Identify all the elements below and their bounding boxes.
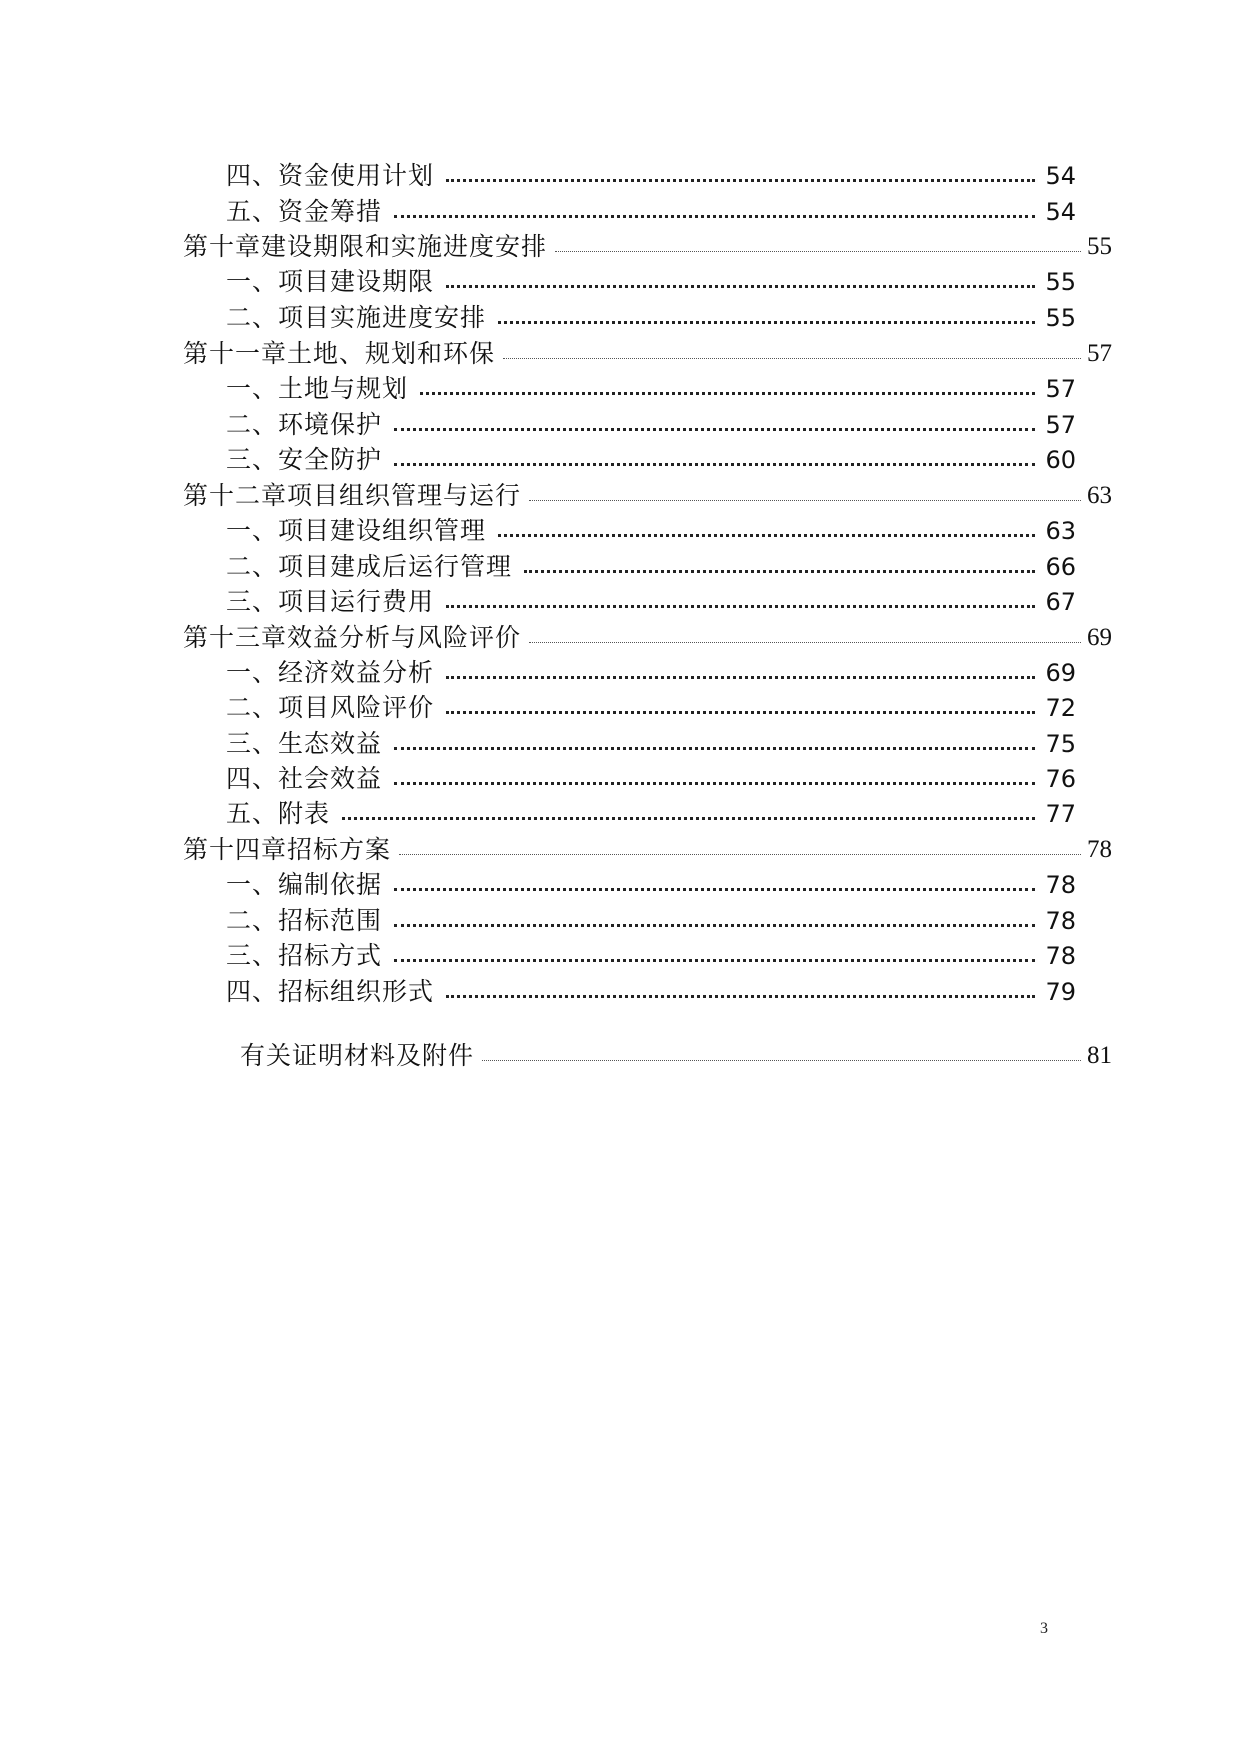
toc-entry-page-number: 54 [1045,198,1076,226]
toc-entry-label: 三、项目运行费用 [226,587,435,616]
toc-entry-page-number: 55 [1087,233,1112,260]
toc-entry-chapter [183,470,1112,508]
toc-entry-label: 一、项目建设组织管理 [226,516,487,545]
toc-entry-page-number: 57 [1045,375,1076,403]
toc-dot-leader [394,215,1035,218]
toc-entry-page-number: 54 [1045,162,1076,190]
toc-entry-section [226,576,1076,614]
toc-entry-label: 有关证明材料及附件 [240,1041,475,1070]
toc-dot-leader [394,888,1035,891]
toc-entry-section [226,718,1076,756]
toc-dot-leader [394,924,1035,927]
toc-dot-leader [394,782,1035,785]
toc-entry-page-number: 57 [1087,340,1112,367]
toc-entry-section [226,505,1076,543]
toc-entry-chapter [183,221,1112,259]
toc-entry-page-number: 78 [1045,907,1076,935]
toc-dot-leader [446,711,1035,714]
toc-entry-page-number: 77 [1045,800,1076,828]
toc-entry-label: 第十三章效益分析与风险评价 [183,623,522,652]
toc-entry-section [226,399,1076,437]
toc-entry-label: 二、项目风险评价 [226,693,435,722]
toc-dot-leader [446,676,1035,679]
toc-dot-leader [498,534,1035,537]
toc-entry-page-number: 78 [1045,942,1076,970]
toc-entry-label: 五、资金筹措 [226,197,383,226]
toc-entry-label: 五、附表 [226,799,331,828]
toc-entry-label: 二、环境保护 [226,410,383,439]
toc-dot-leader [399,854,1081,855]
toc-entry-section [226,930,1076,968]
toc-entry-section [226,647,1076,685]
toc-entry-page-number: 55 [1045,268,1076,296]
toc-dot-leader [394,959,1035,962]
page-number: 3 [1040,1620,1048,1637]
toc-dot-leader [342,817,1035,820]
toc-entry-page-number: 66 [1045,553,1076,581]
toc-entry-page-number: 60 [1045,446,1076,474]
toc-entry-section [226,859,1076,897]
toc-entry-page-number: 67 [1045,588,1076,616]
toc-entry-section [226,256,1076,294]
toc-entry-label: 二、项目建成后运行管理 [226,552,513,581]
toc-entry-page-number: 78 [1045,871,1076,899]
toc-dot-leader [446,995,1035,998]
toc-entry-label: 三、招标方式 [226,941,383,970]
toc-entry-label: 三、安全防护 [226,445,383,474]
toc-dot-leader [446,605,1035,608]
toc-dot-leader [524,570,1035,573]
toc-dot-leader [482,1060,1081,1061]
toc-entry-page-number: 81 [1087,1042,1112,1069]
toc-entry-section [226,363,1076,401]
toc-entry-section [226,753,1076,791]
toc-entry-label: 四、资金使用计划 [226,161,435,190]
toc-entry-page-number: 75 [1045,730,1076,758]
toc-dot-leader [529,500,1081,501]
toc-entry-label: 一、经济效益分析 [226,658,435,687]
toc-entry-label: 第十一章土地、规划和环保 [183,339,496,368]
toc-entry-label: 二、项目实施进度安排 [226,303,487,332]
toc-entry-section [226,895,1076,933]
toc-entry-chapter [183,328,1112,366]
toc-entry-page-number: 57 [1045,411,1076,439]
toc-entry-page-number: 63 [1045,517,1076,545]
toc-dot-leader [529,642,1081,643]
toc-dot-leader [503,358,1081,359]
toc-entry-label: 一、编制依据 [226,870,383,899]
toc-entry-label: 二、招标范围 [226,906,383,935]
toc-entry-chapter [183,824,1112,862]
toc-dot-leader [394,463,1035,466]
toc-entry-label: 一、土地与规划 [226,374,409,403]
toc-entry-section [226,682,1076,720]
toc-entry-chapter [183,612,1112,650]
toc-entry-label: 第十二章项目组织管理与运行 [183,481,522,510]
toc-entry-page-number: 63 [1087,482,1112,509]
toc-dot-leader [498,321,1035,324]
toc-entry-section [226,434,1076,472]
toc-dot-leader [420,392,1035,395]
toc-entry-page-number: 69 [1045,659,1076,687]
toc-entry-label: 四、招标组织形式 [226,977,435,1006]
toc-entry-label: 四、社会效益 [226,764,383,793]
toc-entry-section [226,292,1076,330]
toc-dot-leader [394,428,1035,431]
toc-dot-leader [394,747,1035,750]
toc-dot-leader [446,179,1035,182]
toc-entry-label: 三、生态效益 [226,729,383,758]
toc-entry-label: 第十章建设期限和实施进度安排 [183,232,548,261]
toc-entry-label: 一、项目建设期限 [226,267,435,296]
toc-dot-leader [446,285,1035,288]
toc-entry-page-number: 76 [1045,765,1076,793]
toc-entry-page-number: 79 [1045,978,1076,1006]
toc-entry-section [226,150,1076,188]
toc-entry-page-number: 69 [1087,624,1112,651]
toc-entry-section [226,541,1076,579]
toc-entry-section [226,788,1076,826]
toc-entry-appendix [240,1030,1112,1068]
toc-entry-section [226,186,1076,224]
toc-entry-page-number: 72 [1045,694,1076,722]
toc-dot-leader [555,251,1081,252]
toc-entry-page-number: 55 [1045,304,1076,332]
toc-entry-page-number: 78 [1087,836,1112,863]
toc-entry-section [226,966,1076,1004]
toc-entry-label: 第十四章招标方案 [183,835,392,864]
